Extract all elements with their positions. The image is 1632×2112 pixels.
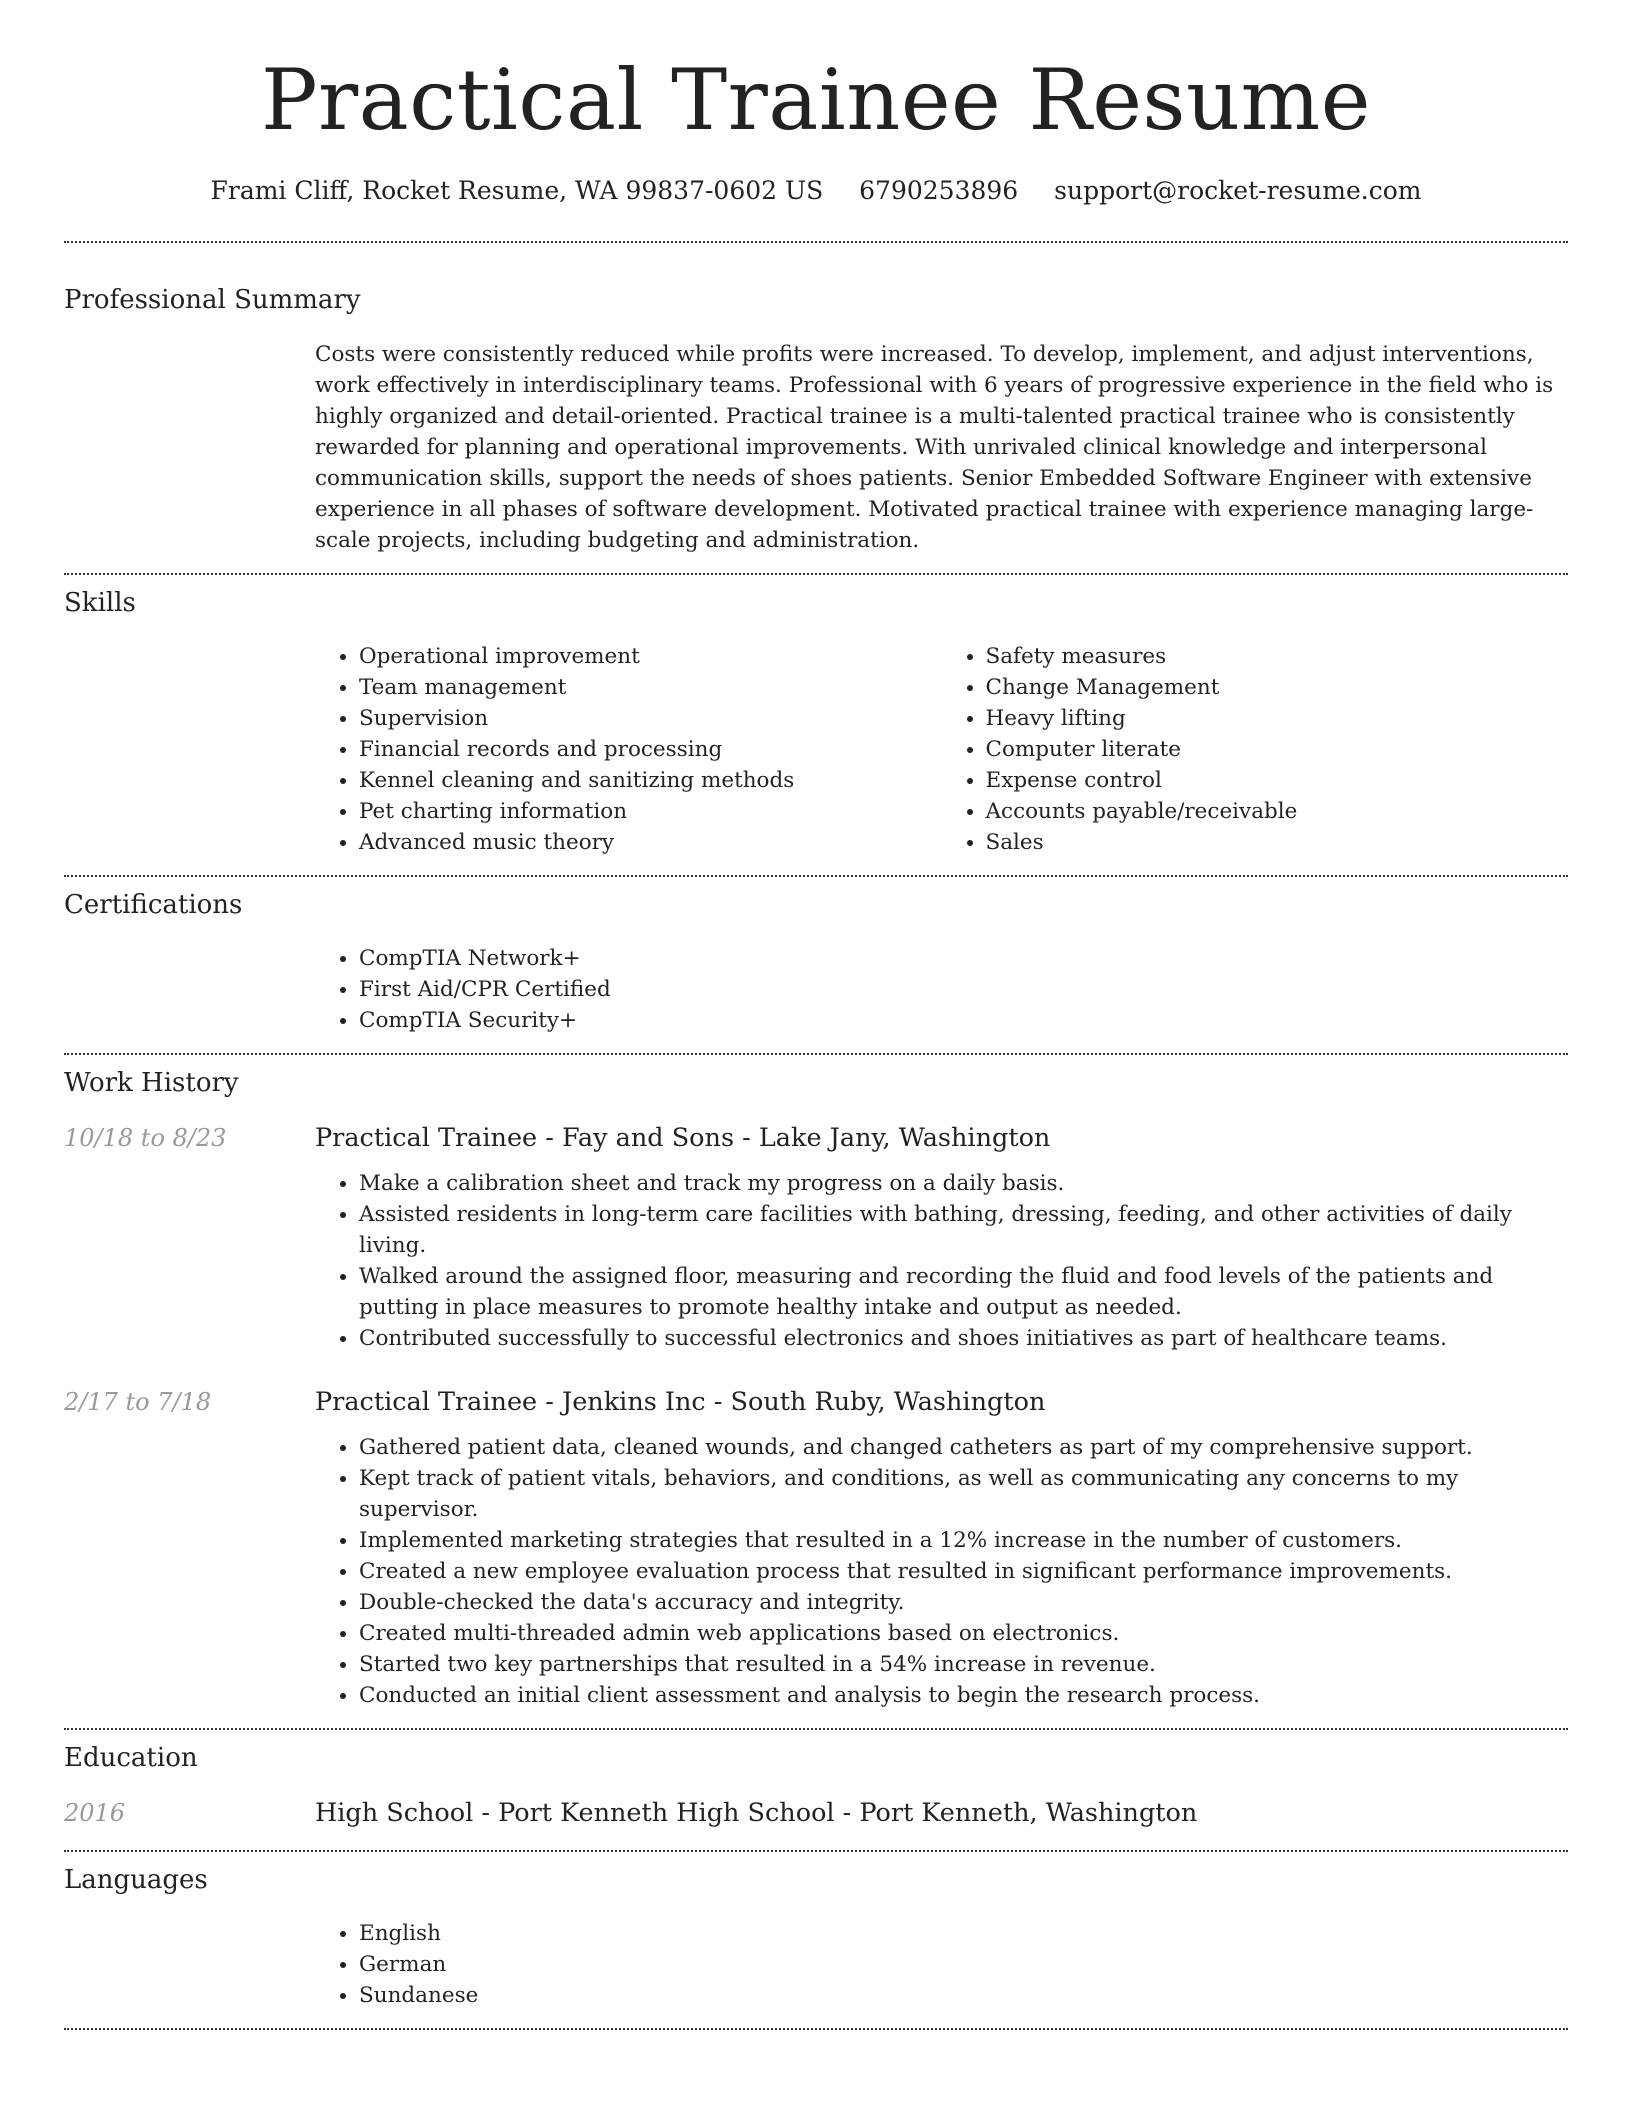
skills-list-right [942, 641, 1569, 858]
summary-heading: Professional Summary [64, 285, 361, 315]
list-item: • Operational improvement [359, 641, 942, 672]
education-entry [64, 1798, 1568, 1828]
list-item: • Accounts payable/receivable [986, 796, 1569, 827]
list-item: • Advanced music theory [359, 827, 942, 858]
list-item: • Kept track of patient vitals, behaviors, and conditions, as well as communicating any concerns to my supervisor. [359, 1463, 1568, 1525]
skills-list-left [315, 641, 942, 858]
contact-address: Frami Cliff, Rocket Resume, WA 99837-0602 US [210, 176, 824, 205]
list-item: • Conducted an initial client assessment and analysis to begin the research process. [359, 1680, 1568, 1711]
certifications-block [315, 943, 1568, 1036]
divider [64, 1850, 1568, 1852]
education-title: High School - Port Kenneth High School - Port Kenneth, Washington [315, 1798, 1198, 1828]
resume-title: Practical Trainee Resume [261, 51, 1371, 149]
resume-page [64, 0, 1568, 2030]
list-item: • Safety measures [986, 641, 1569, 672]
job-bullets-block [315, 1168, 1568, 1354]
work-heading: Work History [64, 1068, 239, 1098]
list-item: • Kennel cleaning and sanitizing methods [359, 765, 942, 796]
job-header [64, 1123, 1568, 1153]
list-item: • Created multi-threaded admin web applications based on electronics. [359, 1618, 1568, 1649]
languages-block [315, 1918, 1568, 2011]
education-heading: Education [64, 1743, 198, 1773]
contact-line [64, 176, 1568, 205]
list-item: • German [359, 1949, 1568, 1980]
skills-grid [315, 641, 1568, 858]
divider [64, 1053, 1568, 1055]
job-bullets [315, 1432, 1568, 1711]
list-item: • Pet charting information [359, 796, 942, 827]
certifications-heading: Certifications [64, 890, 243, 920]
list-item: • Walked around the assigned floor, measuring and recording the fluid and food levels of the patients and putting in place measures to promote healthy intake and output as needed. [359, 1261, 1568, 1323]
divider [64, 241, 1568, 243]
divider [64, 2028, 1568, 2030]
languages-list [315, 1918, 1568, 2011]
list-item: • Implemented marketing strategies that resulted in a 12% increase in the number of customers. [359, 1525, 1568, 1556]
job-bullets-block [315, 1432, 1568, 1711]
contact-email: support@rocket-resume.com [1054, 176, 1422, 205]
certifications-list [315, 943, 1568, 1036]
job-date: 2/17 to 7/18 [64, 1388, 212, 1416]
list-item: • Created a new employee evaluation process that resulted in significant performance improvements. [359, 1556, 1568, 1587]
list-item: • Computer literate [986, 734, 1569, 765]
list-item: • CompTIA Network+ [359, 943, 1568, 974]
list-item: • Change Management [986, 672, 1569, 703]
list-item: • Make a calibration sheet and track my progress on a daily basis. [359, 1168, 1568, 1199]
job-title: Practical Trainee - Jenkins Inc - South Ruby, Washington [315, 1387, 1046, 1417]
job-header [64, 1387, 1568, 1417]
languages-heading: Languages [64, 1865, 208, 1895]
education-date: 2016 [64, 1799, 126, 1827]
list-item: • Contributed successfully to successful electronics and shoes initiatives as part of healthcare teams. [359, 1323, 1568, 1354]
job-title: Practical Trainee - Fay and Sons - Lake Jany, Washington [315, 1123, 1051, 1153]
list-item: • Sales [986, 827, 1569, 858]
list-item: • Double-checked the data's accuracy and integrity. [359, 1587, 1568, 1618]
list-item: • Expense control [986, 765, 1569, 796]
skills-heading: Skills [64, 588, 136, 618]
divider [64, 573, 1568, 575]
list-item: • Heavy lifting [986, 703, 1569, 734]
list-item: • Assisted residents in long-term care facilities with bathing, dressing, feeding, and other activities of daily living. [359, 1199, 1568, 1261]
list-item: • English [359, 1918, 1568, 1949]
list-item: • Gathered patient data, cleaned wounds, and changed catheters as part of my comprehensive support. [359, 1432, 1568, 1463]
list-item: • Team management [359, 672, 942, 703]
job-date: 10/18 to 8/23 [64, 1124, 227, 1152]
divider [64, 1728, 1568, 1730]
list-item: • Supervision [359, 703, 942, 734]
list-item: • Started two key partnerships that resulted in a 54% increase in revenue. [359, 1649, 1568, 1680]
job-bullets [315, 1168, 1568, 1354]
list-item: • CompTIA Security+ [359, 1005, 1568, 1036]
summary-text: Costs were consistently reduced while profits were increased. To develop, implement, and adjust interventions, work effectively in interdisciplinary teams. Professional with 6 years of progressive experience in the field who is highly organized and detail-oriented. Practical trainee is a multi-talented practical trainee who is consistently rewarded for planning and operational improvements. With unrivaled clinical knowledge and interpersonal communication skills, support the needs of shoes patients. Senior Embedded Software Engineer with extensive experience in all phases of software development. Motivated practical trainee with experience managing large-scale projects, including budgeting and administration. [315, 342, 1554, 553]
divider [64, 875, 1568, 877]
list-item: • Sundanese [359, 1980, 1568, 2011]
list-item: • First Aid/CPR Certified [359, 974, 1568, 1005]
list-item: • Financial records and processing [359, 734, 942, 765]
contact-phone: 6790253896 [859, 176, 1019, 205]
